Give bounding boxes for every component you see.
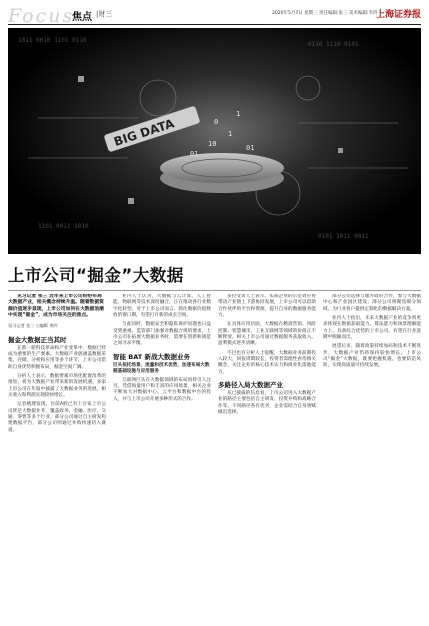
lead-intro: 见习记者 张三 近年来上市公司纷纷布局大数据产业，相关概念持续升温。随着数据资源价值逐步显现，上市公司如何在大数据浪潮中实现“掘金”，成为市场关注的焦点。 xyxy=(8,294,104,319)
body-paragraph: 与此同时，数据安全和隐私保护问题也日益受到重视。监管部门加强对数据合规的要求，上市公司在拓展大数据业务时，需要在创新和规范之间寻求平衡。 xyxy=(113,322,211,347)
article-column-4 xyxy=(323,294,421,620)
body-paragraph: 部分公司选择与地方政府合作，参与大数据中心和产业园区建设；部分公司则聚焦细分领域，为行业客户提供定制化的数据解决方案。 xyxy=(323,294,421,312)
headline-rule xyxy=(8,290,421,291)
svg-text:1011 0010 1101 0110: 1011 0010 1101 0110 xyxy=(18,37,87,44)
body-paragraph: 分析人士表示，数据要素市场化配置改革的推进，将为大数据产业带来新的发展机遇。多家上市公司在年报中披露了大数据业务的进展，相关收入和利润实现较快增长。 xyxy=(8,374,106,399)
byline: 见习记者 张三 ○编辑 李四 xyxy=(8,322,58,328)
body-paragraph: 展望后市，随着政策持续加码和技术不断进步，大数据产业仍将保持较快增长。上市公司“掘金”大数据，既要把握机遇，也要防范风险，实现高质量可持续发展。 xyxy=(323,344,421,369)
section-name: 焦点 xyxy=(72,12,92,23)
article-column-2 xyxy=(113,294,211,620)
body-paragraph: 业内人士指出，未来大数据产业的竞争将更多体现在数据获取能力、算法能力和场景理解能力上。具备综合优势的上市公司，有望在行业洗牌中脱颖而出。 xyxy=(323,316,421,341)
focus-wordmark: Focus xyxy=(8,5,75,27)
svg-text:10: 10 xyxy=(208,140,217,148)
svg-text:01: 01 xyxy=(190,150,199,158)
subheading-1: 掘金大数据正当其时 xyxy=(8,335,67,344)
svg-text:0110 1110 0101: 0110 1110 0101 xyxy=(308,41,359,48)
svg-text:01: 01 xyxy=(246,144,255,152)
body-paragraph: 在新一轮科技革命和产业变革中，数据已经成为重要的生产要素。大数据产业链涵盖数据采集、存储、分析和应用等多个环节，上市公司借助自身优势积极布局，掘金空间广阔。 xyxy=(8,345,106,370)
body-paragraph: 业内人士认为，大数据与云计算、人工智能、物联网等技术深度融合，正在推动各行业数字化转型。对于上市公司而言，抓住数据价值释放的窗口期，有望打开新的成长空间。 xyxy=(113,294,211,319)
svg-text:1: 1 xyxy=(228,130,233,138)
svg-text:0101 1011 0011: 0101 1011 0011 xyxy=(318,233,369,240)
date-line: 2020年5月7日 星期三 责任编辑:张三 美术编辑:李四 xyxy=(272,11,378,16)
body-paragraph: 互联网巨头在大数据领域的布局同样引人注目。凭借海量用户和丰富的应用场景，相关企业不断加大对数据中心、云平台和数据中台的投入，并与上市公司开展多种形式的合作。 xyxy=(113,377,211,402)
svg-text:1101 0011 1010: 1101 0011 1010 xyxy=(38,223,89,230)
svg-text:1: 1 xyxy=(236,110,241,118)
headline: 上市公司“掘金”大数据 xyxy=(8,266,184,285)
body-paragraph: 记者梳理发现，目前A股已有上百家上市公司涉足大数据业务，覆盖政务、金融、医疗、交通、零售等多个行业。部分公司通过自主研发构建数据平台，部分公司则通过并购快速切入赛道。 xyxy=(8,402,106,433)
subheading-2: 智能 BAT 新战大数据业务 xyxy=(113,352,190,361)
article-column-3 xyxy=(218,294,316,620)
body-paragraph: 多位受访人士表示，头部企业的示范效应将带动产业链上下游协同发展，上市公司可以借助合作伙伴的平台和资源，提升自身的数据服务能力。 xyxy=(218,294,316,319)
lead-photo xyxy=(8,28,421,254)
article-column-1 xyxy=(8,294,106,620)
subsection-name: |财三 xyxy=(96,10,113,18)
body-paragraph: 在具体应用层面，大数据在精准营销、风险控制、智慧城市、工业互联网等领域的价值正不断释放。相关上市公司通过数据服务获取收入，盈利模式逐步清晰。 xyxy=(218,322,316,347)
body-paragraph: 不过也有分析人士提醒，大数据业务前期投入较大，回报周期较长，投资者需理性看待相关概念，关注企业的核心技术实力和商业化落地能力。 xyxy=(218,350,316,375)
body-paragraph: 从已披露的信息看，上市公司进入大数据产业的路径主要包括自主研发、投资并购和战略合作等。不同路径各有优劣，企业需结合自身禀赋做出选择。 xyxy=(218,391,316,416)
masthead-logo: 上海证券报 xyxy=(375,10,421,20)
header-rule xyxy=(8,24,421,25)
subheading-3: 多路径入局大数据产业 xyxy=(218,381,283,390)
page-header xyxy=(0,0,429,26)
svg-text:0: 0 xyxy=(214,118,219,126)
svg-text:BIG DATA: BIG DATA xyxy=(112,116,176,149)
subheading-2-deck: 巨头依托场景、流量和技术优势，加速布局大数据基础设施与应用服务 xyxy=(113,362,210,374)
